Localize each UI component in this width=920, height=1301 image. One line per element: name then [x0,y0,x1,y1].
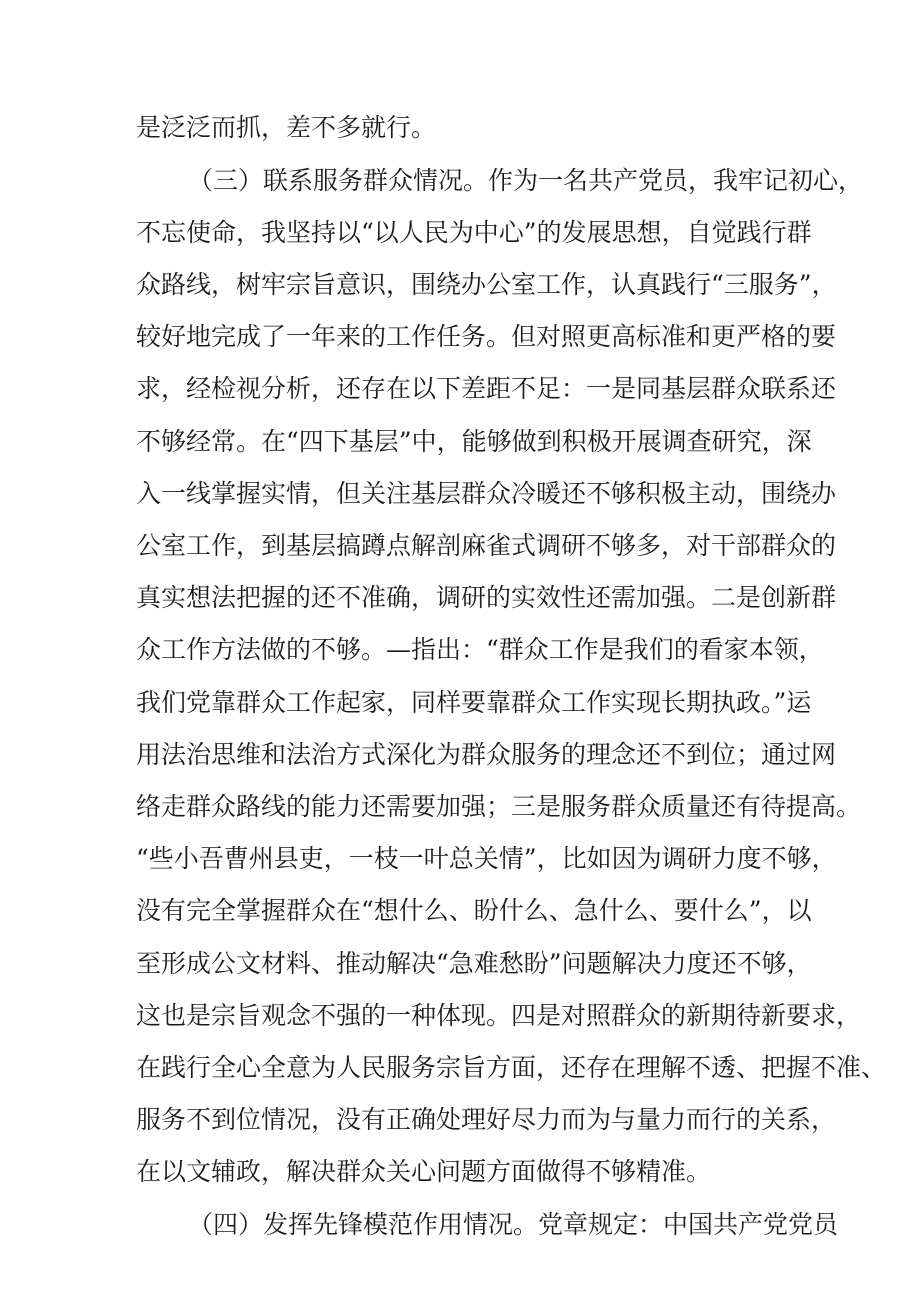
text-line: 求，经检视分析，还存在以下差距不足：一是同基层群众联系还 [136,374,837,403]
text-line: 不忘使命，我坚持以“以人民为中心”的发展思想，自觉践行群 [136,218,812,247]
text-line: 较好地完成了一年来的工作任务。但对照更高标准和更严格的要 [136,322,837,351]
text-line: 是泛泛而抓，差不多就行。 [136,113,437,142]
text-line: “些小吾曹州县吏，一枝一叶总关情”，比如因为调研力度不够， [136,844,837,873]
text-line: 用法治思维和法治方式深化为群众服务的理念还不到位；通过网 [136,740,837,769]
text-line: 这也是宗旨观念不强的一种体现。四是对照群众的新期待新要求， [136,1001,862,1030]
text-line: 真实想法把握的还不准确，调研的实效性还需加强。二是创新群 [136,583,837,612]
text-line: 众路线，树牢宗旨意识，围绕办公室工作，认真践行“三服务”， [136,270,837,299]
text-line: 不够经常。在“四下基层”中，能够做到积极开展调查研究，深 [136,427,812,456]
section-heading-4-line: （四）发挥先锋模范作用情况。党章规定：中国共产党党员 [188,1210,839,1239]
text-line: 公室工作，到基层搞蹲点解剖麻雀式调研不够多，对干部群众的 [136,531,837,560]
text-line: 服务不到位情况，没有正确处理好尽力而为与量力而行的关系， [136,1105,837,1134]
text-line: 络走群众路线的能力还需要加强；三是服务群众质量还有待提高。 [136,792,862,821]
text-line: 众工作方法做的不够。—指出：“群众工作是我们的看家本领， [136,635,824,664]
text-line: 在践行全心全意为人民服务宗旨方面，还存在理解不透、把握不准、 [136,1053,887,1082]
text-line: 入一线掌握实情，但关注基层群众冷暖还不够积极主动，围绕办 [136,479,837,508]
text-line: 至形成公文材料、推动解决“急难愁盼”问题解决力度还不够， [136,949,812,978]
text-line: 在以文辅政，解决群众关心问题方面做得不够精准。 [136,1157,712,1186]
text-line: 没有完全掌握群众在“想什么、盼什么、急什么、要什么”，以 [136,896,812,925]
section-heading-3-line: （三）联系服务群众情况。作为一名共产党员，我牢记初心， [188,166,864,195]
text-line: 我们党靠群众工作起家，同样要靠群众工作实现长期执政。”运 [136,688,812,717]
